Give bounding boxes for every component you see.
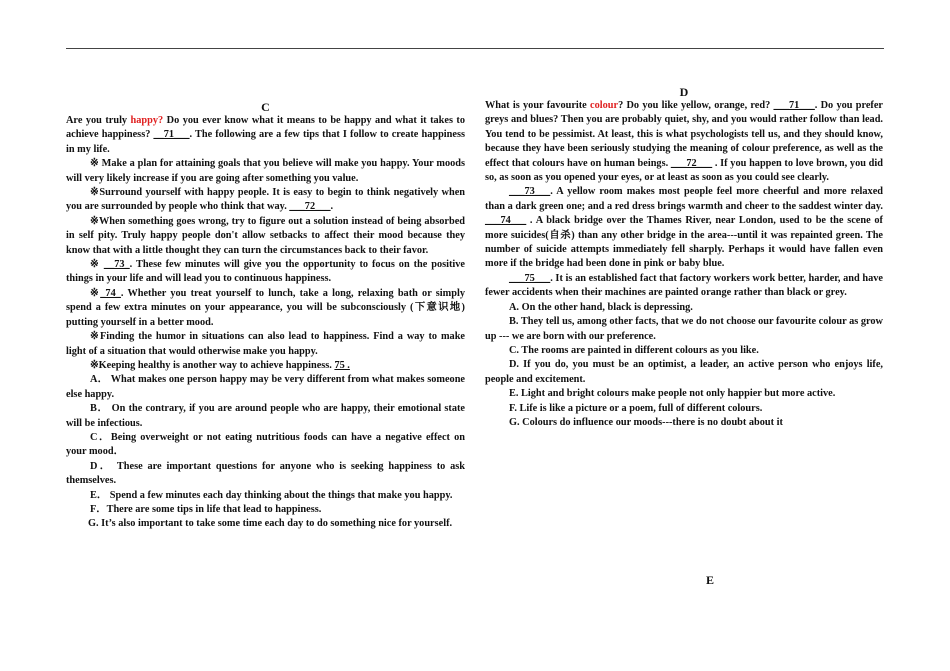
blank-d-72: ___72___ (670, 157, 713, 169)
tip-4: ※ __73_. These few minutes will give you the opportunity to focus on the positive things in your life and will lead you to continuous happiness. (66, 259, 465, 285)
option-c-c: C．Being overweight or not eating nutritious foods can have a negative effect on your mood． (66, 431, 465, 458)
option-c-g: G. It’s also important to take some time each day to do something nice for yourself. (88, 518, 453, 530)
top-rule (66, 48, 884, 49)
tip-1: ※ Make a plan for attaining goals that you believe will make you happy. Your moods will very likely increase if you are going after something you value. (66, 158, 465, 184)
section-d (485, 85, 883, 430)
option-c-f: F．There are some tips in life that lead to happiness. (90, 503, 322, 515)
section-d-heading: D (679, 85, 689, 99)
blank-73: __73_ (103, 259, 130, 271)
blank-72: ___72___ (289, 201, 331, 213)
section-d-paragraph-3: ___75___. It is an established fact that factory workers work better, harder, and have fewer accidents when their machines are painted orange rather than black or grey. (485, 272, 883, 299)
option-d-e: E. Light and bright colours make people not only happier but more active. (509, 388, 836, 400)
option-c-a: A． What makes one person happy may be very different from what makes someone else happy. (66, 374, 465, 400)
blank-d-74: ___74___ (485, 215, 527, 227)
tip-3: ※When something goes wrong, try to figure out a solution instead of being absorbed in self pity. Truly happy people don't allow setbacks to affect their mood because they know that with a little thought they can turn the circumstances back to their favor. (66, 215, 465, 256)
tip-5: ※_74_. Whether you treat yourself to lunch, take a long, relaxing bath or simply spend a few extra minutes on your appearance, you will be subconsciously (下意识地) putting yourself in a better mood. (66, 287, 465, 328)
option-d-f: F. Life is like a picture or a poem, full of different colours. (509, 402, 763, 414)
blank-d-71: ___71___ (773, 100, 815, 111)
section-d-paragraph-1: What is your favourite colour? Do you like yellow, orange, red? ___71___. Do you prefer greys and blues? Then you are probably quiet, shy, and you would rather follow than lead. You tend to be pessimist. At least, this is what psychologists tell us, and they should know, because they have been seriously studying the meaning of colour preference, as well as the effect that colours have on human beings. ___72___ . If you happen to love brown, you did so, as soon as you opened your eyes, or at least as soon as you could see clearly. (485, 100, 884, 184)
option-c-d: D． These are important questions for anyone who is seeking happiness to ask themselves. (66, 460, 465, 487)
highlight-happy: happy? (130, 115, 164, 126)
option-d-c: C. The rooms are painted in different colours as you like. (509, 344, 759, 356)
option-d-d: D. If you do, you must be an optimist, a leader, an active person who enjoys life, people and excitement. (485, 359, 883, 385)
blank-d-75: ___75___ (509, 272, 551, 284)
tip-6: ※Finding the humor in situations can also lead to happiness. Find a way to make light of a situation that would otherwise make you happy. (66, 331, 465, 357)
section-c-heading: C (261, 100, 270, 114)
option-d-g: G. Colours do influence our moods---there is no doubt about it (509, 416, 783, 428)
tip-2: ※Surround yourself with happy people. It is easy to begin to think negatively when you are surrounded by people who think that way. ___72___. (66, 187, 465, 213)
section-d-paragraph-2: ___73___. A yellow room makes most people feel more cheerful and more relaxed than a dark green one; and a red dress brings warmth and cheer to the saddest winter day. ___74___ . A black bridge over the Thames River, near London, used to be the scene of more suicides(自杀) than any other bridge in the area---until it was repainted green. The number of suicide attempts immediately fell sharply. Perhaps it would have fallen even more if the bridge had been done in pink or baby blue. (485, 186, 883, 270)
option-d-b: B. They tell us, among other facts, that we do not choose our favourite colour as grow up --- we are born with our preference. (485, 316, 883, 342)
blank-74: _74_ (100, 287, 121, 299)
blank-71: __71___ (153, 129, 190, 141)
highlight-colour: colour (590, 100, 619, 111)
section-e-heading: E (706, 573, 715, 587)
option-c-e: E． Spend a few minutes each day thinking about the things that make you happy. (90, 489, 453, 501)
blank-75: 75 . (334, 359, 350, 371)
section-c (66, 100, 465, 532)
option-d-a: A. On the other hand, black is depressing. (509, 301, 693, 313)
blank-d-73: ___73___ (509, 186, 551, 198)
tip-7: ※Keeping healthy is another way to achieve happiness. 75 . (90, 359, 350, 371)
option-c-b: B． On the contrary, if you are around people who are happy, their emotional state will be infectious. (66, 403, 465, 429)
section-c-intro: Are you truly happy? Do you ever know what it means to be happy and what it takes to achieve happiness? __71___. The following are a few tips that I follow to create happiness in my life. (66, 115, 465, 155)
